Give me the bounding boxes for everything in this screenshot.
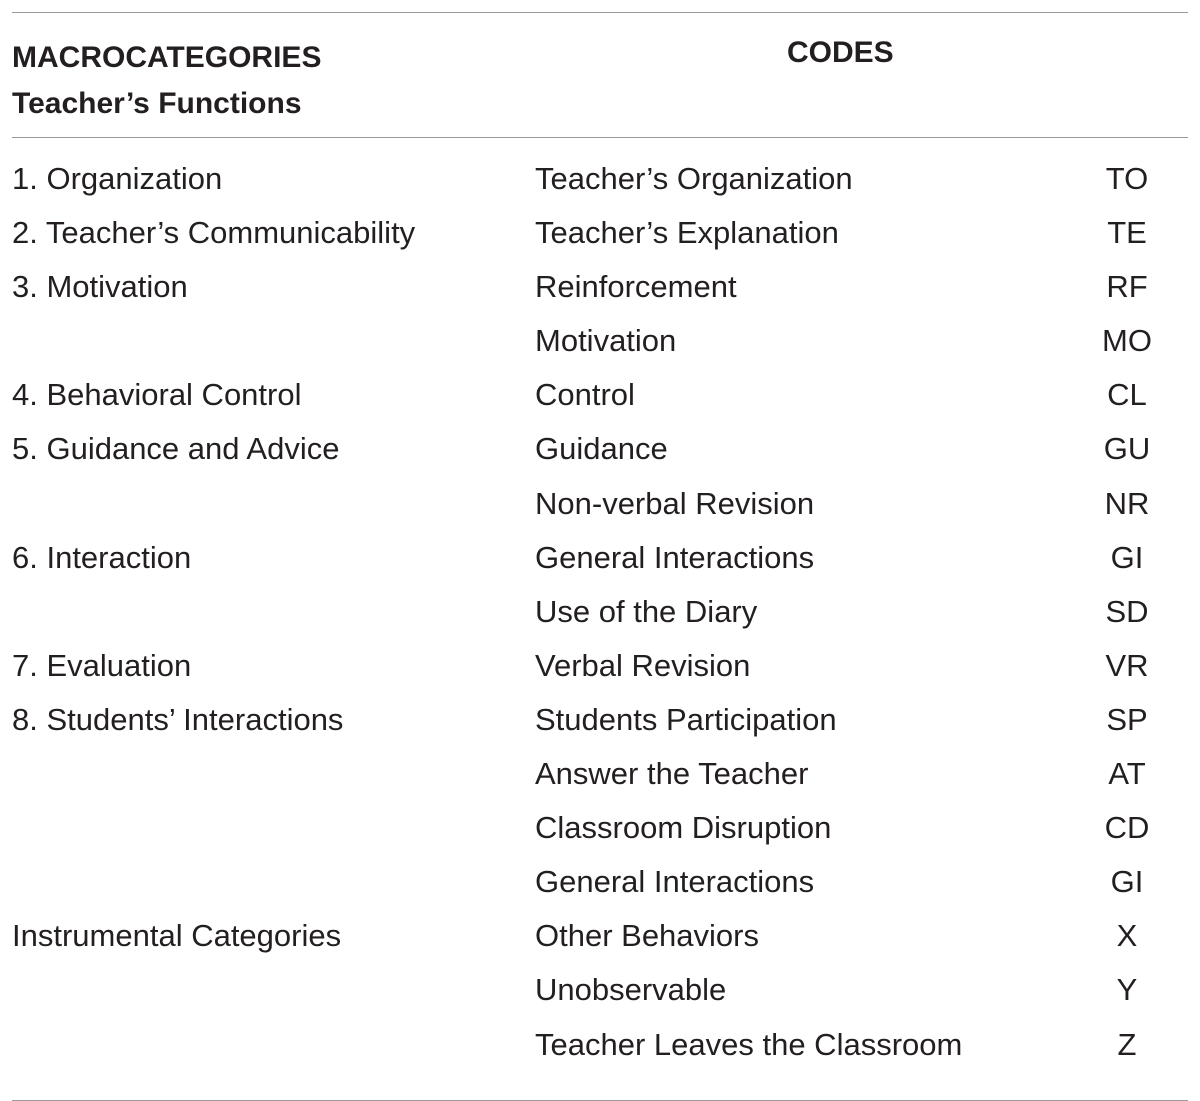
table-body	[12, 138, 1188, 1100]
code-name-cell: Verbal Revision	[535, 647, 751, 683]
codes-header: CODES	[787, 36, 894, 69]
macrocategory-cell: 8. Students’ Interactions	[12, 701, 344, 737]
table-row	[12, 430, 1188, 484]
table-row	[12, 539, 1188, 593]
code-abbreviation-cell: NR	[1104, 485, 1150, 521]
code-abbreviation-cell: AT	[1108, 756, 1146, 792]
table-row	[12, 863, 1188, 917]
code-name-cell: Non-verbal Revision	[535, 485, 815, 521]
code-abbreviation-cell: SD	[1105, 593, 1149, 629]
code-name-cell: Use of the Diary	[535, 593, 758, 629]
table-row	[12, 593, 1188, 647]
table-row	[12, 1026, 1188, 1080]
macrocategory-cell: 3. Motivation	[12, 269, 188, 305]
code-abbreviation-cell: SP	[1106, 701, 1148, 737]
code-name-cell: Answer the Teacher	[535, 756, 809, 792]
code-name-cell: Teacher’s Organization	[535, 161, 853, 196]
macrocategory-cell: 5. Guidance and Advice	[12, 431, 340, 467]
code-abbreviation-cell: GU	[1103, 431, 1151, 467]
table-row	[12, 647, 1188, 701]
code-name-cell: Teacher’s Explanation	[535, 215, 839, 251]
code-name-cell: Classroom Disruption	[535, 810, 832, 846]
table-row	[12, 917, 1188, 971]
code-name-cell: Teacher Leaves the Classroom	[535, 1026, 963, 1062]
table-row	[12, 809, 1188, 863]
macro-header	[12, 35, 321, 127]
code-abbreviation-cell: TE	[1107, 215, 1147, 251]
code-abbreviation-cell: RF	[1106, 269, 1148, 305]
code-abbreviation-cell: GI	[1110, 539, 1144, 575]
table-row	[12, 376, 1188, 430]
code-name-cell: Reinforcement	[535, 269, 737, 305]
macrocategory-cell: 7. Evaluation	[12, 647, 192, 683]
code-name-cell: Motivation	[535, 323, 677, 359]
code-name-cell: Guidance	[535, 431, 668, 467]
code-abbreviation-cell: TO	[1105, 161, 1149, 196]
code-abbreviation-cell: MO	[1102, 323, 1152, 359]
macrocategory-cell: 1. Organization	[12, 161, 223, 196]
table-row	[12, 701, 1188, 755]
code-abbreviation-cell: CD	[1104, 810, 1150, 846]
code-abbreviation-cell: CL	[1107, 377, 1147, 413]
table-row	[12, 755, 1188, 809]
code-name-cell: General Interactions	[535, 864, 815, 900]
code-name-cell: Other Behaviors	[535, 918, 759, 954]
table-row	[12, 214, 1188, 268]
table-row	[12, 971, 1188, 1025]
code-abbreviation-cell: Z	[1117, 1026, 1137, 1062]
codes-table	[12, 12, 1188, 1101]
macrocategory-cell: 2. Teacher’s Communicability	[12, 215, 416, 251]
macro-header-line2: Teacher’s Functions	[12, 87, 302, 120]
table-header	[12, 13, 1188, 137]
macro-header-line1: MACROCATEGORIES	[12, 41, 322, 74]
macrocategory-cell: 4. Behavioral Control	[12, 377, 302, 413]
code-name-cell: Unobservable	[535, 972, 727, 1008]
table-row	[12, 485, 1188, 539]
macrocategory-cell: Instrumental Categories	[12, 918, 342, 954]
code-abbreviation-cell: GI	[1110, 864, 1144, 900]
code-name-cell: Students Participation	[535, 701, 837, 737]
table-row	[12, 322, 1188, 376]
macrocategory-cell: 6. Interaction	[12, 539, 192, 575]
code-name-cell: General Interactions	[535, 539, 815, 575]
code-abbreviation-cell: VR	[1105, 647, 1149, 683]
table-row	[12, 160, 1188, 214]
code-abbreviation-cell: X	[1116, 918, 1138, 954]
table-row	[12, 268, 1188, 322]
bottom-rule	[12, 1100, 1188, 1101]
code-abbreviation-cell: Y	[1116, 972, 1138, 1008]
code-name-cell: Control	[535, 377, 635, 413]
